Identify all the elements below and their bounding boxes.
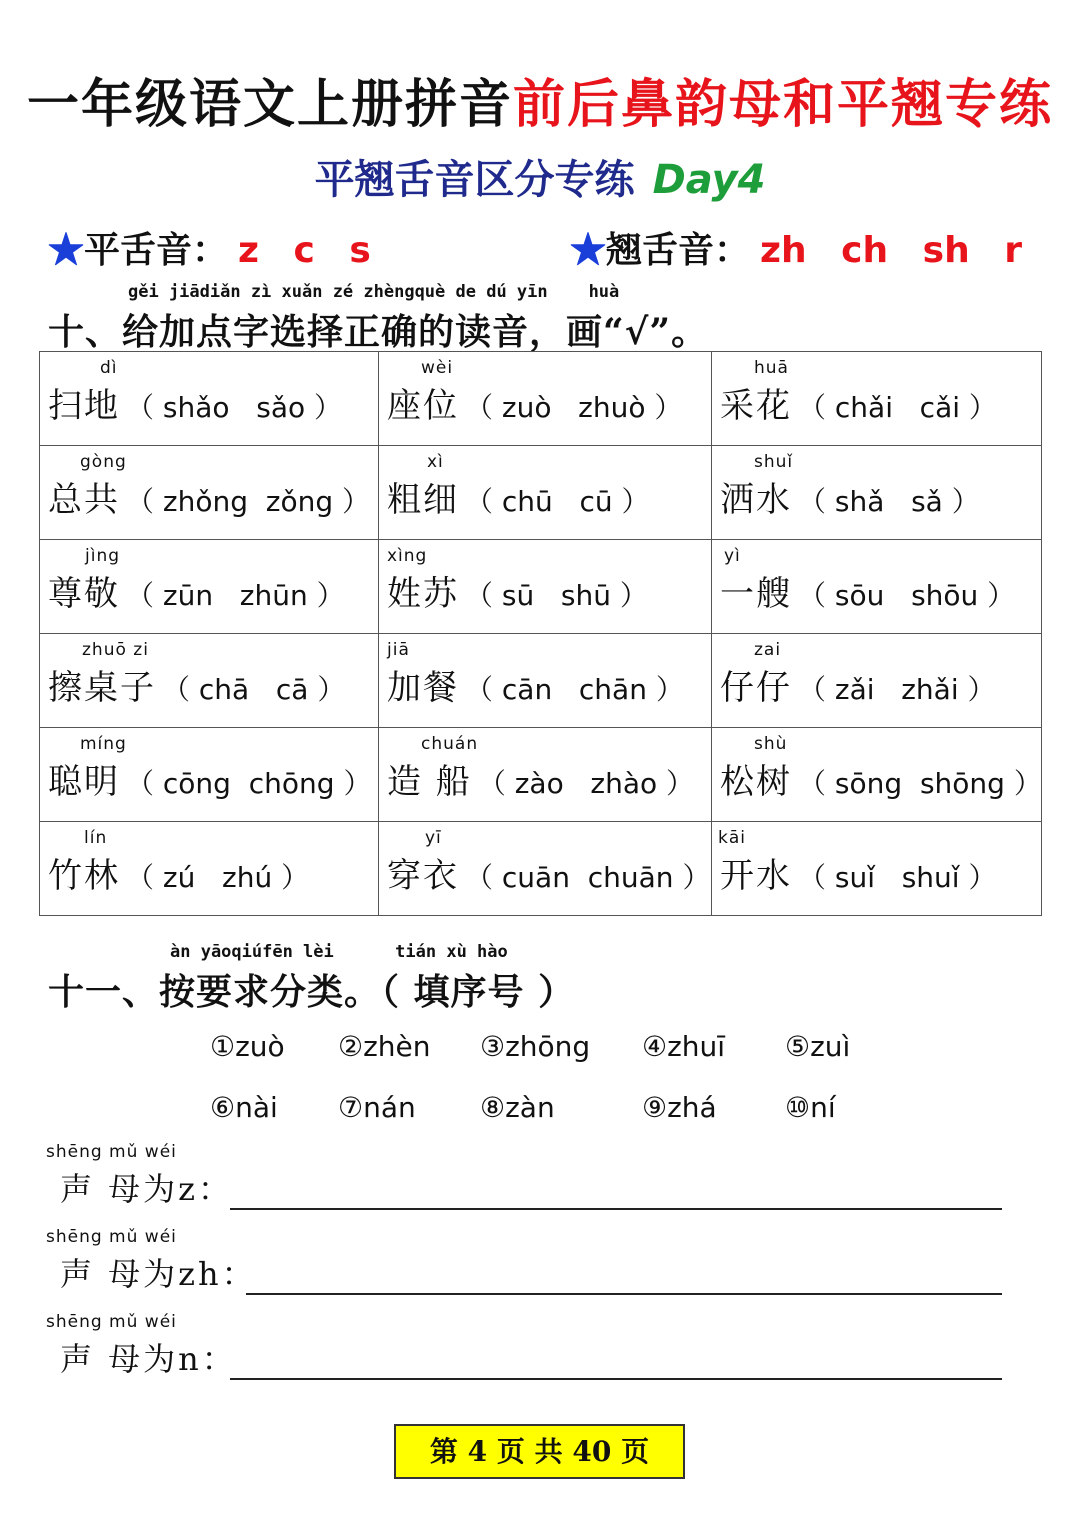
option-number: ⑦ [338,1091,364,1124]
answer-line[interactable] [230,1378,1002,1380]
cell-content [720,472,980,521]
cell-content [48,472,370,521]
title-part2: 前后鼻韵母和平翘专练 [513,74,1054,135]
cell-pinyin: shù [754,734,788,754]
option-number: ⑨ [642,1091,668,1124]
cell-pinyin: zai [754,640,782,660]
flat-tongue-label: 平舌音： [84,229,229,271]
fill-pinyin: shēng mǔ wéi [46,1227,177,1247]
table-row [40,352,1042,446]
option-pinyin: zuì [810,1030,851,1063]
option-pinyin: zuò [235,1030,285,1063]
cell-pinyin: shuǐ [754,452,794,472]
cell-pinyin: yì [724,546,741,566]
option-number: ③ [480,1030,506,1063]
cell-word: 扫地 [48,386,120,426]
option-number: ⑧ [480,1091,506,1124]
cell-content [387,754,694,803]
cell-word: 座位 [387,386,459,426]
table-cell[interactable] [379,728,712,822]
cell-content [48,378,342,427]
table-cell[interactable] [40,446,379,540]
cell-options[interactable]: （ zú zhú ） [126,861,310,894]
flat-tongue-row [48,222,371,272]
section10-pinyin: gěi jiādiǎn zì xuǎn zé zhèngquè de dú yīn huà [128,282,620,302]
cell-options[interactable]: （ sōng shōng ） [798,767,1042,800]
cell-word: 加餐 [387,668,459,708]
option-pinyin: zàn [505,1091,555,1124]
cell-word: 竹林 [48,856,120,896]
cell-pinyin: zhuō zi [82,640,149,660]
cell-options[interactable]: （ sōu shōu ） [798,579,1016,612]
section11-pinyin: àn yāoqiúfēn lèi tián xù hào [170,942,508,962]
cell-word: 聪明 [48,762,120,802]
cell-word: 仔仔 [720,668,792,708]
option-number: ⑥ [210,1091,236,1124]
option-item [338,1091,416,1124]
table-cell[interactable] [379,540,712,634]
fill-label: 声 母为zh： [60,1255,257,1293]
section10-text: 十、给加点字选择正确的读音，画“√”。 [48,311,709,353]
cell-pinyin: dì [100,358,118,378]
cell-content [48,566,345,615]
option-item [480,1091,555,1124]
table-row [40,446,1042,540]
cell-pinyin: xìng [387,546,428,566]
cell-content [48,754,371,803]
table-row [40,540,1042,634]
cell-word: 松树 [720,762,792,802]
cell-content [720,378,997,427]
cell-pinyin: huā [754,358,789,378]
cell-content [720,848,996,897]
cell-word: 尊敬 [48,574,120,614]
table-row [40,634,1042,728]
flat-tongue-letters: z c s [238,230,371,271]
cell-content [48,660,345,709]
curled-tongue-row [570,222,1022,272]
cell-word: 穿衣 [387,856,459,896]
cell-pinyin: míng [80,734,127,754]
table-cell[interactable] [40,352,379,446]
cell-options[interactable]: （ zūn zhūn ） [126,579,345,612]
cell-content [720,754,1042,803]
cell-options[interactable]: （ zào zhào ） [477,767,695,800]
table-cell[interactable] [712,728,1042,822]
option-number: ① [210,1030,236,1063]
cell-options[interactable]: （ cuān chuān ） [465,861,711,894]
answer-line[interactable] [230,1208,1002,1210]
table-cell[interactable] [379,352,712,446]
option-item [338,1030,431,1063]
title-part1: 一年级语文上册拼音 [26,74,513,135]
option-pinyin: nài [235,1091,278,1124]
cell-pinyin: wèi [421,358,454,378]
cell-word: 采花 [720,386,792,426]
cell-pinyin: yī [425,828,442,848]
cell-options[interactable]: （ chā cā ） [162,673,346,706]
fill-label: 声 母为n： [60,1340,237,1378]
table-cell[interactable] [379,634,712,728]
option-pinyin: ní [810,1091,836,1124]
option-pinyin: nán [363,1091,416,1124]
section11-heading [48,942,575,1015]
option-number: ④ [642,1030,668,1063]
fill-pinyin: shēng mǔ wéi [46,1142,177,1162]
cell-pinyin: kāi [718,828,746,848]
cell-options[interactable]: （ zǎi zhǎi ） [798,673,996,706]
option-item [210,1030,285,1063]
cell-word: 洒水 [720,480,792,520]
fill-row-zh [46,1227,1006,1293]
cell-content [387,848,710,897]
table-cell[interactable] [379,822,712,916]
cell-content [387,472,650,521]
section10-heading [48,282,708,355]
star-icon: ★ [48,229,85,271]
table-cell[interactable] [40,822,379,916]
cell-options[interactable]: （ zuò zhuò ） [465,391,683,424]
table-cell[interactable] [40,634,379,728]
section11-text: 十一、按要求分类。（ 填序号 ） [48,971,576,1013]
option-number: ⑩ [785,1091,811,1124]
fill-row-z [46,1142,1006,1208]
cell-content [720,660,996,709]
page-number-box: 第 4 页 共 40 页 [394,1424,685,1479]
fill-pinyin: shēng mǔ wéi [46,1312,177,1332]
cell-options[interactable]: （ sū shū ） [465,579,648,612]
option-number: ② [338,1030,364,1063]
cell-pinyin: xì [427,452,444,472]
option-item [210,1091,278,1124]
cell-pinyin: chuán [421,734,479,754]
option-item [642,1091,717,1124]
subtitle-text: 平翘舌音区分专练 [314,156,635,203]
table-cell[interactable] [712,540,1042,634]
cell-options[interactable]: （ chū cū ） [465,485,650,518]
page-title [0,62,1080,137]
cell-content [387,378,682,427]
option-pinyin: zhèn [363,1030,431,1063]
cell-content [387,566,648,615]
answer-line[interactable] [246,1293,1002,1295]
subtitle-day: Day4 [652,157,766,203]
cell-word: 一艘 [720,574,792,614]
cell-word: 开水 [720,856,792,896]
cell-options[interactable]: （ cōng chōng ） [126,767,372,800]
option-number: ⑤ [785,1030,811,1063]
cell-options[interactable]: （ suǐ shuǐ ） [798,861,997,894]
table-cell[interactable] [712,634,1042,728]
cell-pinyin: jiā [387,640,410,660]
table-cell[interactable] [40,540,379,634]
cell-word: 粗细 [387,480,459,520]
cell-options[interactable]: （ zhǒng zǒng ） [126,485,371,518]
star-icon: ★ [570,229,607,271]
option-item [785,1030,850,1063]
cell-pinyin: jìng [85,546,121,566]
curled-tongue-label: 翘舌音： [606,229,751,271]
reading-table [39,351,1042,916]
table-cell[interactable] [379,446,712,540]
cell-pinyin: gòng [80,452,127,472]
cell-word: 造 船 [387,762,472,802]
table-cell[interactable] [712,446,1042,540]
cell-content [48,848,309,897]
option-pinyin: zhōng [505,1030,591,1063]
cell-word: 擦桌子 [48,668,156,708]
option-item [785,1091,836,1124]
option-item [480,1030,590,1063]
cell-word: 总共 [48,480,120,520]
option-pinyin: zhá [667,1091,717,1124]
subtitle [0,148,1080,205]
cell-content [720,566,1015,615]
table-cell[interactable] [712,822,1042,916]
table-row [40,728,1042,822]
cell-word: 姓苏 [387,574,459,614]
table-cell[interactable] [40,728,379,822]
table-cell[interactable] [712,352,1042,446]
fill-row-n [46,1312,1006,1378]
option-item [642,1030,725,1063]
cell-pinyin: lín [84,828,108,848]
table-row [40,822,1042,916]
cell-options[interactable]: （ chǎi cǎi ） [798,391,997,424]
curled-tongue-letters: zh ch sh r [760,230,1022,271]
cell-options[interactable]: （ cān chān ） [465,673,684,706]
fill-label: 声 母为z： [60,1170,234,1208]
cell-content [387,660,684,709]
option-pinyin: zhuī [667,1030,726,1063]
cell-options[interactable]: （ shǎo sǎo ） [126,391,343,424]
cell-options[interactable]: （ shǎ sǎ ） [798,485,980,518]
